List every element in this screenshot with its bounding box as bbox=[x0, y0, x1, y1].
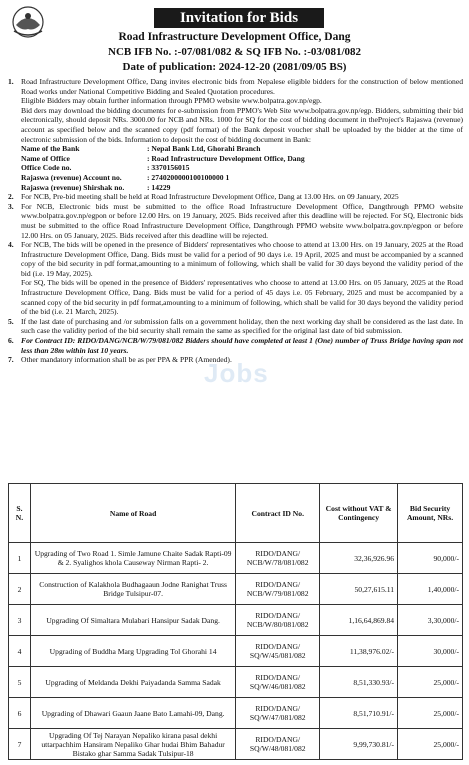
cell-sn: 1 bbox=[9, 543, 31, 574]
cell-bid-security: 1,40,000/- bbox=[398, 574, 463, 605]
cell-cost: 50,27,615.11 bbox=[320, 574, 398, 605]
column-header: S. N. bbox=[9, 484, 31, 543]
table-row bbox=[9, 729, 463, 760]
table-row bbox=[9, 636, 463, 667]
cell-contract-id: RIDO/DANG/ NCB/W/80/081/082 bbox=[236, 605, 320, 636]
clause-number: 7. bbox=[8, 355, 14, 365]
clause-2 bbox=[8, 192, 463, 202]
clause-number: 5. bbox=[8, 316, 14, 326]
cell-cost: 32,36,926.96 bbox=[320, 543, 398, 574]
cell-road-name: Upgrading of Two Road 1. Simle Jamune Chaite Sadak Rapti-09 & 2. Syalighos khola Causeway Nirman Rapti- 2. bbox=[30, 543, 235, 574]
table-row bbox=[9, 543, 463, 574]
bank-label: Rajaswa (revenue) Account no. bbox=[21, 172, 122, 182]
ifb-number: NCB IFB No. :-07/081/082 & SQ IFB No. :-03/081/082 bbox=[108, 46, 361, 58]
cell-contract-id: RIDO/DANG/ SQ/W/48/081/082 bbox=[236, 729, 320, 760]
column-header: Bid Security Amount, NRs. bbox=[398, 484, 463, 543]
cell-bid-security: 25,000/- bbox=[398, 729, 463, 760]
column-header: Contract ID No. bbox=[236, 484, 320, 543]
clause-number: 3. bbox=[8, 201, 14, 211]
cell-sn: 2 bbox=[9, 574, 31, 605]
clause-number: 2. bbox=[8, 192, 14, 202]
cell-road-name: Upgrading of Buddha Marg Upgrading Tol Ghorahi 14 bbox=[30, 636, 235, 667]
table-row bbox=[9, 698, 463, 729]
clause-text: For NCB, Pre-bid meeting shall be held at Road Infrastructure Development Office, Dang at 13.00 Hrs. on 09 January, 2025 bbox=[21, 192, 399, 202]
cell-road-name: Upgrading of Dhawari Gaaun Jaane Bato Lamahi-09, Dang. bbox=[30, 698, 235, 729]
bank-value: : 14229 bbox=[147, 182, 171, 192]
cell-contract-id: RIDO/DANG/ SQ/W/45/081/082 bbox=[236, 636, 320, 667]
clause-text: Other mandatory information shall be as per PPA & PPR (Amended). bbox=[21, 355, 232, 365]
clause-text: If the last date of purchasing and /or submission falls on a government holiday, then the next working day shall be considered as the last date. In such case the validity period of the bid security shall remain the same as specified for the original last date of bid submission. bbox=[21, 316, 463, 336]
clause-4 bbox=[8, 240, 463, 317]
bank-label: Name of the Bank bbox=[21, 144, 80, 154]
clause-text: Bid ders may download the bidding documents for e-submission from PPMO's Web Site www.bolpatra.gov.np/egp. Bidders, submitting their bid electronically, should deposit NRs. 3000.00 for NCB and NRs. 1000 for SQ for the cost of bidding document in theProject's Rajaswa (revenue) account as specified below and the scanned copy (pdf format) of the Bank deposit voucher shall be uploaded by the bidder at the time of electronic submission of the bids. Information to deposit the cost of bidding document in Bank: bbox=[21, 105, 463, 144]
clause-5 bbox=[8, 317, 463, 336]
table-row bbox=[9, 605, 463, 636]
cell-sn: 3 bbox=[9, 605, 31, 636]
bank-value: : Nepal Bank Ltd, Ghorahi Branch bbox=[147, 144, 261, 154]
office-name: Road Infrastructure Development Office, Dang bbox=[118, 31, 351, 43]
cell-sn: 7 bbox=[9, 729, 31, 760]
bank-label: Name of Office bbox=[21, 153, 70, 163]
cell-bid-security: 90,000/- bbox=[398, 543, 463, 574]
table-row bbox=[9, 667, 463, 698]
table-header-row bbox=[9, 484, 463, 543]
bank-details bbox=[21, 144, 463, 192]
cell-cost: 8,51,330.93/- bbox=[320, 667, 398, 698]
bank-label: Rajaswa (revenue) Shirshak no. bbox=[21, 182, 125, 192]
clause-number: 4. bbox=[8, 240, 14, 250]
clause-text: For NCB, Electronic bids must be submitted to the office Road Infrastructure Development Office, Dangthrough PPMO website www.bolpatra.gov.np/egpon or before 12.00 Hrs. on 19 January, 2025. Bids received after this deadline will be rejected. For SQ, Electronic bids must be submitted to the office Road Infrastructure Development Office, Dangthrough PPMO website www.bolpatra.gov.np/egpon or before 12.00 Hrs. on 05 January, 2025. Bids received after this deadline will be rejected. bbox=[21, 201, 463, 240]
cell-road-name: Construction of Kalakhola Budhagaaun Jodne Ranighat Truss Bridge Tulsipur-07. bbox=[30, 574, 235, 605]
bank-value: : 2740200000100100000 1 bbox=[147, 172, 230, 182]
cell-sn: 5 bbox=[9, 667, 31, 698]
clause-1 bbox=[8, 77, 463, 192]
cell-sn: 6 bbox=[9, 698, 31, 729]
publication-date: Date of publication: 2024-12-20 (2081/09/05 BS) bbox=[122, 61, 347, 73]
cell-contract-id: RIDO/DANG/ NCB/W/78/081/082 bbox=[236, 543, 320, 574]
bank-value: : 3370156015 bbox=[147, 163, 190, 173]
clause-number: 6. bbox=[8, 336, 14, 346]
cell-bid-security: 3,30,000/- bbox=[398, 605, 463, 636]
bank-value: : Road Infrastructure Development Office, Dang bbox=[147, 153, 305, 163]
cell-contract-id: RIDO/DANG/ NCB/W/79/081/082 bbox=[236, 574, 320, 605]
clause-text: For Contract ID: RIDO/DANG/NCB/W/79/081/082 Bidders should have completed at least 1 (One) number of Truss Bridge having span not less than 28m within last 10 years. bbox=[21, 336, 463, 355]
clause-text: For SQ, The bids will be opened in the presence of Bidders' representatives who choose to attend at 13.00 Hrs. on 05 January, 2025 at the Road Infrastructure Development Office, Dang. Bids must be valid for a period of 45 days i.e. 05 February, 2025 and must be accompanied by a scanned copy of the bid security in pdf format,amounting to a minimum of following, which shall be valid for 30 days beyond the validity period of the bid (i.e. 21 March, 2025). bbox=[21, 278, 463, 317]
clause-3 bbox=[8, 202, 463, 240]
clause-6 bbox=[8, 336, 463, 355]
cell-contract-id: RIDO/DANG/ SQ/W/46/081/082 bbox=[236, 667, 320, 698]
cell-sn: 4 bbox=[9, 636, 31, 667]
clause-text: Eligible Bidders may obtain further information through PPMO website www.bolpatra.gov.np/egp. bbox=[21, 96, 322, 106]
watermark-logo: Jobs bbox=[204, 358, 269, 388]
notice-page bbox=[4, 3, 465, 759]
road-works-table bbox=[8, 483, 463, 760]
page-title: Invitation for Bids bbox=[154, 8, 324, 28]
cell-road-name: Upgrading Of Simaltara Mulabari Hansipur Sadak Dang. bbox=[30, 605, 235, 636]
cell-road-name: Upgrading Of Tej Narayan Nepaliko kirana pasal dekhi uttarpachhim Hansiram Nepaliko Ghar hudai Bhim Bahadur Bistako ghar Samma Sadak Tulsipur-18 bbox=[30, 729, 235, 760]
column-header: Cost without VAT & Contingency bbox=[320, 484, 398, 543]
cell-cost: 11,38,976.02/- bbox=[320, 636, 398, 667]
bank-label: Office Code no. bbox=[21, 163, 72, 173]
table-row bbox=[9, 574, 463, 605]
cell-contract-id: RIDO/DANG/ SQ/W/47/081/082 bbox=[236, 698, 320, 729]
cell-cost: 9,99,730.81/- bbox=[320, 729, 398, 760]
notice-body bbox=[8, 77, 463, 365]
column-header: Name of Road bbox=[30, 484, 235, 543]
cell-bid-security: 30,000/- bbox=[398, 636, 463, 667]
cell-cost: 8,51,710.91/- bbox=[320, 698, 398, 729]
clause-number: 1. bbox=[8, 77, 14, 86]
cell-cost: 1,16,64,869.84 bbox=[320, 605, 398, 636]
cell-bid-security: 25,000/- bbox=[398, 698, 463, 729]
clause-text: Road Infrastructure Development Office, Dang invites electronic bids from Nepalese eligible bidders for the construction of below mentioned Road works under National Competitive Bidding and Sealed Quotation procedures. bbox=[21, 77, 463, 96]
cell-bid-security: 25,000/- bbox=[398, 667, 463, 698]
clause-text: For NCB, The bids will be opened in the presence of Bidders' representatives who choose to attend at 13.00 Hrs. on 19 January, 2025 at the Road Infrastructure Development Office, Dang. Bids must be valid for a period of 90 days i.e. 19 April, 2025 and must be accompanied by a scanned copy of the bid security in pdf format,amounting to a minimum of following, which shall be valid for 30 days beyond the validity period of the bid (i.e. 19 May, 2025). bbox=[21, 240, 463, 278]
cell-road-name: Upgrading of Meldanda Dekhi Paiyadanda Samma Sadak bbox=[30, 667, 235, 698]
